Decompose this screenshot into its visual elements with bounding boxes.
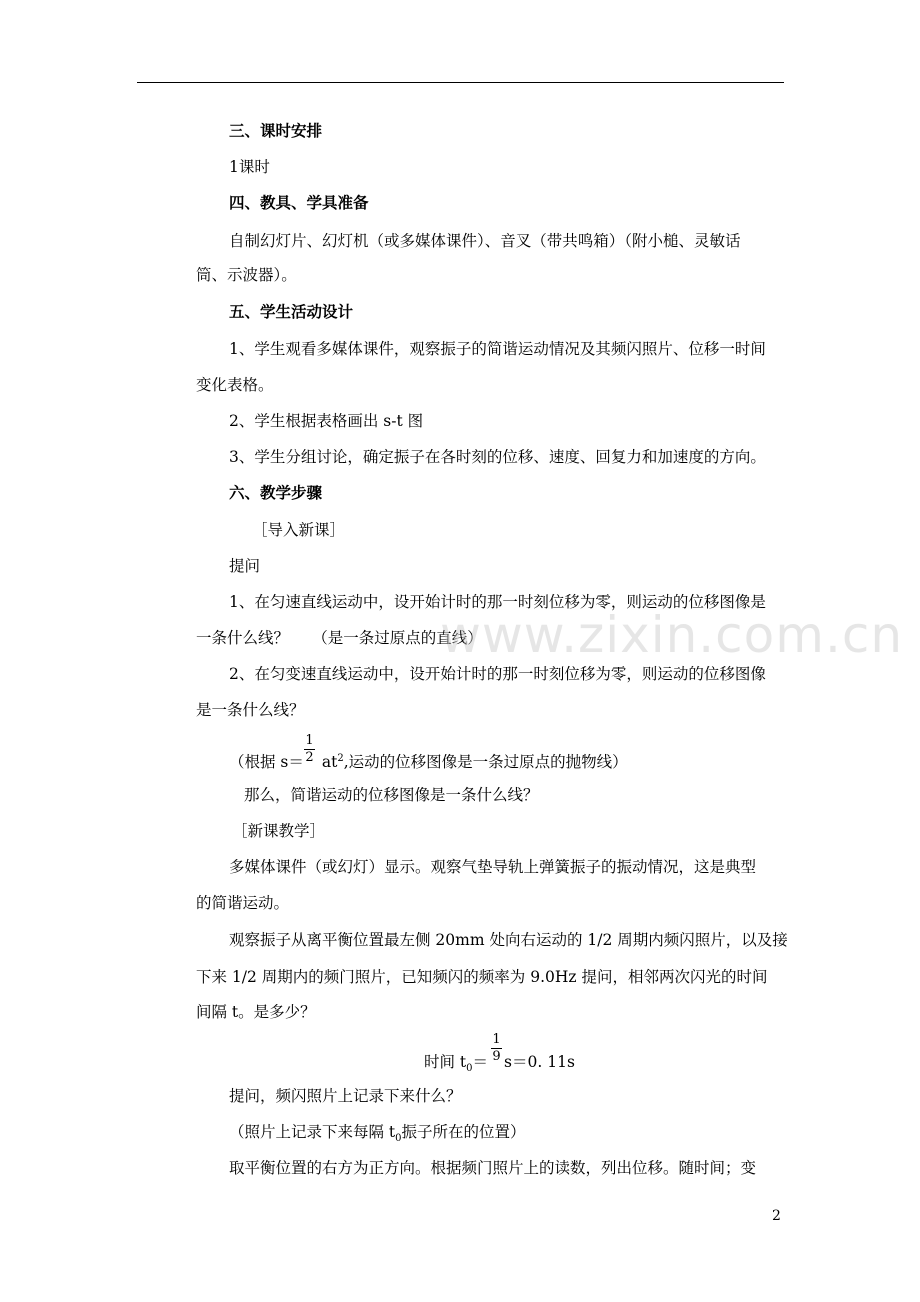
formula-1-mid: at: [321, 753, 338, 771]
intro-label: ［导入新课］: [252, 521, 346, 539]
tools-text-1: 自制幻灯片、幻灯机（或多媒体课件）、音叉（带共鸣箱）（附小槌、灵敏话: [229, 232, 741, 250]
new-lesson-label: ［新课教学］: [232, 822, 326, 840]
formula-1: [229, 752, 628, 772]
formula-2-fraction: [491, 1033, 502, 1064]
header-rule: [137, 82, 784, 83]
question-1-line-2: 一条什么线？ （是一条过原点的直线）: [196, 629, 483, 647]
question-2-line-2: 是一条什么线？: [196, 701, 305, 719]
activity-2: 2、学生根据表格画出 s-t 图: [229, 412, 424, 430]
activity-1-line-1: 1、学生观看多媒体课件，观察振子的简谐运动情况及其频闪照片、位移一时间: [229, 340, 766, 358]
ask-label: 提问: [229, 557, 261, 575]
formula-1-fraction: [304, 734, 315, 765]
observation-line-2: 下来 1/2 周期内的频门照片，已知频闪的频率为 9.0Hz 提问，相邻两次闪光的时间: [196, 968, 768, 986]
formula-2-numerator: 1: [492, 1032, 501, 1047]
formula-2-eq: ＝: [472, 1053, 489, 1071]
ask-2: 提问，频闪照片上记录下来什么？: [229, 1087, 462, 1105]
formula-1-sup: 2: [337, 752, 344, 764]
formula-1-denominator: 2: [305, 750, 314, 765]
answer-2: [229, 1122, 526, 1145]
formula-2-suffix: s＝0. 11s: [504, 1053, 575, 1071]
activity-1-line-2: 变化表格。: [196, 376, 274, 394]
tools-text-2: 筒、示波器）。: [196, 266, 297, 284]
heading-steps: 六、教学步骤: [229, 484, 323, 502]
activity-3: 3、学生分组讨论，确定振子在各时刻的位移、速度、回复力和加速度的方向。: [229, 448, 766, 466]
formula-2-prefix: 时间 t: [424, 1053, 467, 1071]
media-line-2: 的简谐运动。: [196, 894, 290, 912]
formula-2-sub: 0: [466, 1063, 473, 1075]
period-text: 1课时: [229, 158, 270, 176]
question-3: 那么，简谐运动的位移图像是一条什么线？: [244, 786, 539, 804]
heading-schedule: 三、课时安排: [229, 122, 323, 140]
formula-1-suffix: ,运动的位移图像是一条过原点的抛物线）: [343, 753, 628, 771]
heading-activities: 五、学生活动设计: [229, 303, 354, 321]
answer-2-sub: 0: [395, 1133, 402, 1145]
watermark: www.zixin.com.cn: [440, 606, 904, 664]
answer-2-suffix: 振子所在的位置）: [401, 1123, 526, 1141]
formula-1-numerator: 1: [305, 733, 314, 748]
question-1-line-1: 1、在匀速直线运动中，设开始计时的那一时刻位移为零，则运动的位移图像是: [229, 593, 766, 611]
formula-2-denominator: 9: [492, 1049, 501, 1064]
observation-line-1: 观察振子从离平衡位置最左侧 20mm 处向右运动的 1/2 周期内频闪照片，以及接: [229, 931, 788, 949]
page-number: 2: [772, 1208, 781, 1224]
heading-tools: 四、教具、学具准备: [229, 194, 369, 212]
formula-1-prefix: （根据 s＝: [229, 753, 304, 771]
media-line-1: 多媒体课件（或幻灯）显示。观察气垫导轨上弹簧振子的振动情况，这是典型: [229, 858, 757, 876]
answer-2-prefix: （照片上记录下来每隔 t: [229, 1123, 396, 1141]
question-2-line-1: 2、在匀变速直线运动中，设开始计时的那一时刻位移为零，则运动的位移图像: [229, 665, 766, 683]
last-line: 取平衡位置的右方为正方向。根据频门照片上的读数，列出位移。随时间；变: [229, 1159, 757, 1177]
observation-line-3: 间隔 t。是多少？: [196, 1003, 316, 1021]
